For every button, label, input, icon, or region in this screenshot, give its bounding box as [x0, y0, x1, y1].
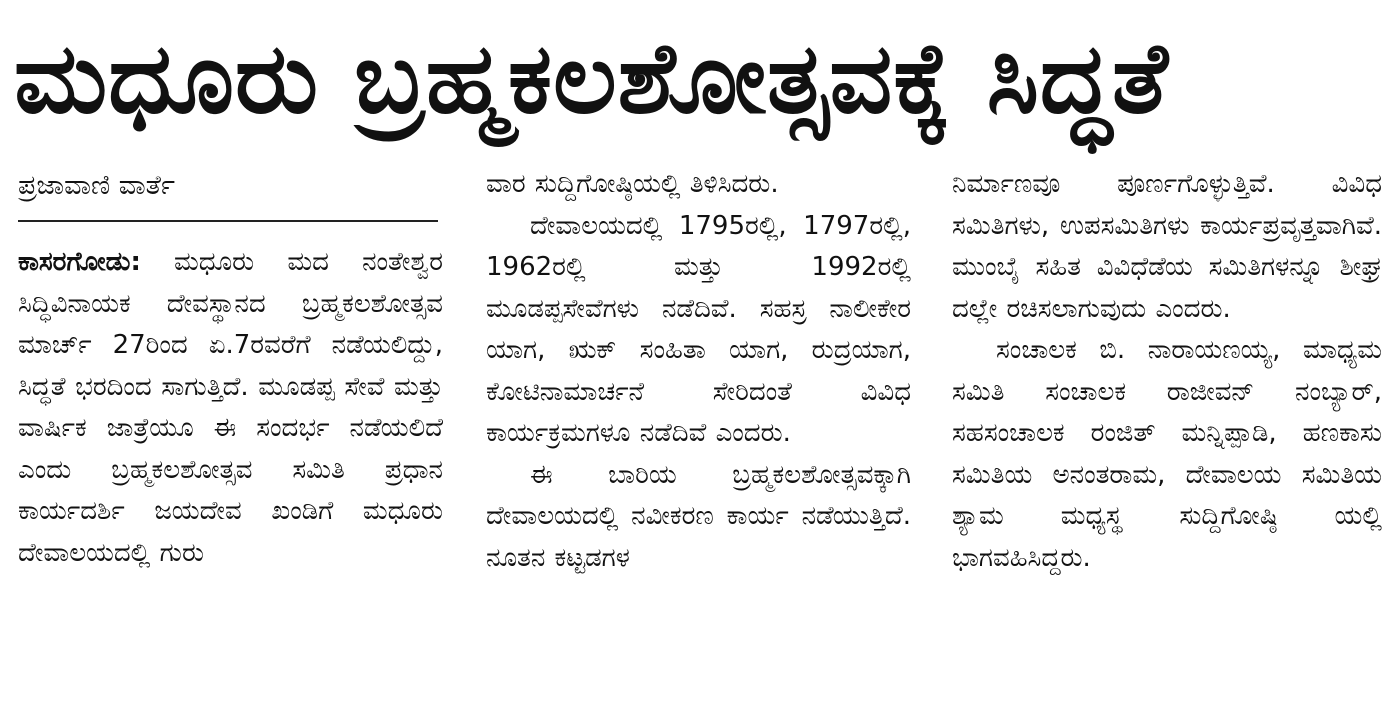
column-3: [952, 164, 1382, 704]
dateline: ಕಾಸರಗೋಡು:: [18, 247, 141, 277]
renovation-paragraph-continued: ನಿರ್ಮಾಣವೂ ಪೂರ್ಣಗೊಳ್ಳುತ್ತಿವೆ. ವಿವಿಧ ಸಮಿತಿಗಳು, ಉಪಸಮಿತಿಗಳು ಕಾರ್ಯಪ್ರವೃತ್ತವಾಗಿವೆ. ಮುಂಬೈ ಸಹಿತ ವಿವಿಧೆಡೆಯ ಸಮಿತಿಗಳನ್ನೂ ಶೀಘ್ರ ದಲ್ಲೇ ರಚಿಸಲಾಗುವುದು ಎಂದರು.: [952, 169, 1382, 324]
lead-paragraph: [18, 242, 443, 574]
lead-paragraph-continued: ವಾರ ಸುದ್ದಿಗೋಷ್ಠಿಯಲ್ಲಿ ತಿಳಿಸಿದರು.: [486, 169, 779, 199]
renovation-paragraph: ಈ ಬಾರಿಯ ಬ್ರಹ್ಮಕಲಶೋತ್ಸವಕ್ಕಾಗಿ ದೇವಾಲಯದಲ್ಲಿ ನವೀಕರಣ ಕಾರ್ಯ ನಡೆಯುತ್ತಿದೆ. ನೂತನ ಕಟ್ಟಡಗಳ: [486, 459, 911, 573]
history-paragraph: ದೇವಾಲಯದಲ್ಲಿ 1795ರಲ್ಲಿ, 1797ರಲ್ಲಿ, 1962ರಲ್ಲಿ ಮತ್ತು 1992ರಲ್ಲಿ ಮೂಡಪ್ಪಸೇವೆಗಳು ನಡೆದಿವೆ. ಸಹಸ್ರ ನಾಲೀಕೇರ ಯಾಗ, ಋಕ್ ಸಂಹಿತಾ ಯಾಗ, ರುದ್ರಯಾಗ, ಕೋಟಿನಾಮಾರ್ಚನೆ ಸೇರಿದಂತೆ ವಿವಿಧ ಕಾರ್ಯಕ್ರಮಗಳೂ ನಡೆದಿವೆ ಎಂದರು.: [486, 210, 911, 448]
headline: ಮಧೂರು ಬ್ರಹ್ಮಕಲಶೋತ್ಸವಕ್ಕೆ ಸಿದ್ಧತೆ: [14, 22, 1169, 136]
byline: ಪ್ರಜಾವಾಣಿ ವಾರ್ತೆ: [18, 170, 175, 201]
column-2: [486, 164, 911, 704]
column-1: [18, 164, 443, 704]
byline-divider: [18, 220, 438, 222]
participants-paragraph: ಸಂಚಾಲಕ ಬಿ. ನಾರಾಯಣಯ್ಯ, ಮಾಧ್ಯಮ ಸಮಿತಿ ಸಂಚಾಲಕ ರಾಜೀವನ್ ನಂಬ್ಯಾರ್, ಸಹಸಂಚಾಲಕ ರಂಜಿತ್ ಮನ್ನಿಪ್ಪಾಡಿ, ಹಣಕಾಸು ಸಮಿತಿಯ ಅನಂತರಾಮ, ದೇವಾಲಯ ಸಮಿತಿಯ ಶ್ಯಾಮ ಮಧ್ಯಸ್ಥ ಸುದ್ದಿಗೋಷ್ಠಿ ಯಲ್ಲಿ ಭಾಗವಹಿಸಿದ್ದರು.: [952, 335, 1382, 573]
lead-paragraph-text: ಮಧೂರು ಮದ ನಂತೇಶ್ವರ ಸಿದ್ಧಿವಿನಾಯಕ ದೇವಸ್ಥಾನದ ಬ್ರಹ್ಮಕಲಶೋತ್ಸವ ಮಾರ್ಚ್ 27ರಿಂದ ಏ.7ರವರೆಗೆ ನಡೆಯಲಿದ್ದು, ಸಿದ್ಧತೆ ಭರದಿಂದ ಸಾಗುತ್ತಿದೆ. ಮೂಡಪ್ಪ ಸೇವೆ ಮತ್ತು ವಾರ್ಷಿಕ ಜಾತ್ರೆಯೂ ಈ ಸಂದರ್ಭ ನಡೆಯಲಿದೆ ಎಂದು ಬ್ರಹ್ಮಕಲಶೋತ್ಸವ ಸಮಿತಿ ಪ್ರಧಾನ ಕಾರ್ಯದರ್ಶಿ ಜಯದೇವ ಖಂಡಿಗೆ ಮಧೂರು ದೇವಾಲಯದಲ್ಲಿ ಗುರು: [18, 247, 443, 568]
